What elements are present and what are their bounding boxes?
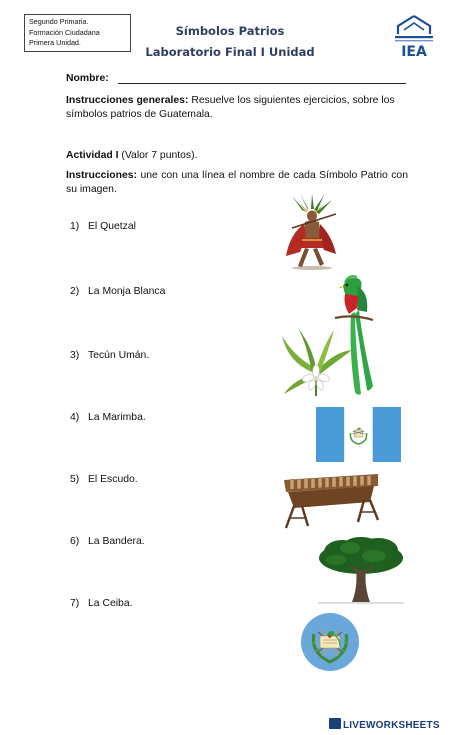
- item-number: 2): [70, 286, 80, 297]
- name-label: Nombre:: [66, 73, 109, 84]
- info-line-unit: Primera Unidad.: [29, 38, 81, 48]
- marimba-image[interactable]: [280, 472, 382, 530]
- liveworksheets-brand[interactable]: [329, 718, 440, 731]
- activity-instructions-label: Instrucciones:: [66, 170, 138, 181]
- item-label: El Escudo.: [88, 474, 138, 485]
- page-title: Símbolos Patrios: [175, 24, 285, 38]
- name-field-row: [66, 72, 411, 86]
- list-item[interactable]: [70, 220, 136, 234]
- general-instructions: [66, 94, 411, 121]
- item-label: La Bandera.: [88, 536, 145, 547]
- info-line-grade: Segundo Primaria.: [29, 17, 89, 26]
- list-item[interactable]: [70, 411, 146, 425]
- general-instructions-label: Instrucciones generales:: [66, 95, 189, 106]
- list-item[interactable]: [70, 535, 145, 549]
- item-number: 5): [70, 474, 80, 485]
- coat-of-arms-image[interactable]: [300, 612, 360, 672]
- flag-image[interactable]: [316, 407, 401, 462]
- liveworksheets-brand-text: LIVEWORKSHEETS: [343, 720, 440, 731]
- list-item[interactable]: [70, 349, 149, 363]
- item-label: La Ceiba.: [88, 598, 133, 609]
- activity-heading: [66, 149, 411, 163]
- activity-instructions: [66, 169, 408, 196]
- info-line-subject: Formación Ciudadana: [29, 27, 100, 37]
- general-instructions-text: Resuelve los siguientes ejercicios, sobre los símbolos patrios de Guatemala.: [66, 95, 395, 120]
- monja-blanca-image[interactable]: [278, 322, 354, 398]
- item-label: Tecún Umán.: [88, 350, 150, 361]
- logo-text: IEA: [401, 44, 427, 60]
- item-number: 6): [70, 536, 80, 547]
- item-number: 3): [70, 350, 80, 361]
- page-subtitle: Laboratorio Final I Unidad: [145, 45, 315, 59]
- iea-logo: [390, 12, 438, 62]
- item-label: La Marimba.: [88, 412, 146, 423]
- activity-instructions-text: une con una línea el nombre de cada Símbolo Patrio con su imagen.: [66, 170, 408, 195]
- list-item[interactable]: [70, 473, 138, 487]
- item-label: La Monja Blanca: [88, 286, 166, 297]
- ceiba-tree-image[interactable]: [316, 536, 406, 606]
- list-item[interactable]: [70, 285, 165, 299]
- name-blank-line[interactable]: [118, 83, 406, 84]
- item-number: 4): [70, 412, 80, 423]
- item-number: 7): [70, 598, 80, 609]
- list-item[interactable]: [70, 597, 132, 611]
- tecun-uman-image[interactable]: [278, 194, 344, 270]
- liveworksheets-logo-icon: [329, 718, 341, 729]
- item-number: 1): [70, 221, 80, 232]
- item-label: El Quetzal: [88, 221, 136, 232]
- activity-label: Actividad I: [66, 150, 119, 161]
- activity-points: (Valor 7 puntos).: [118, 150, 198, 161]
